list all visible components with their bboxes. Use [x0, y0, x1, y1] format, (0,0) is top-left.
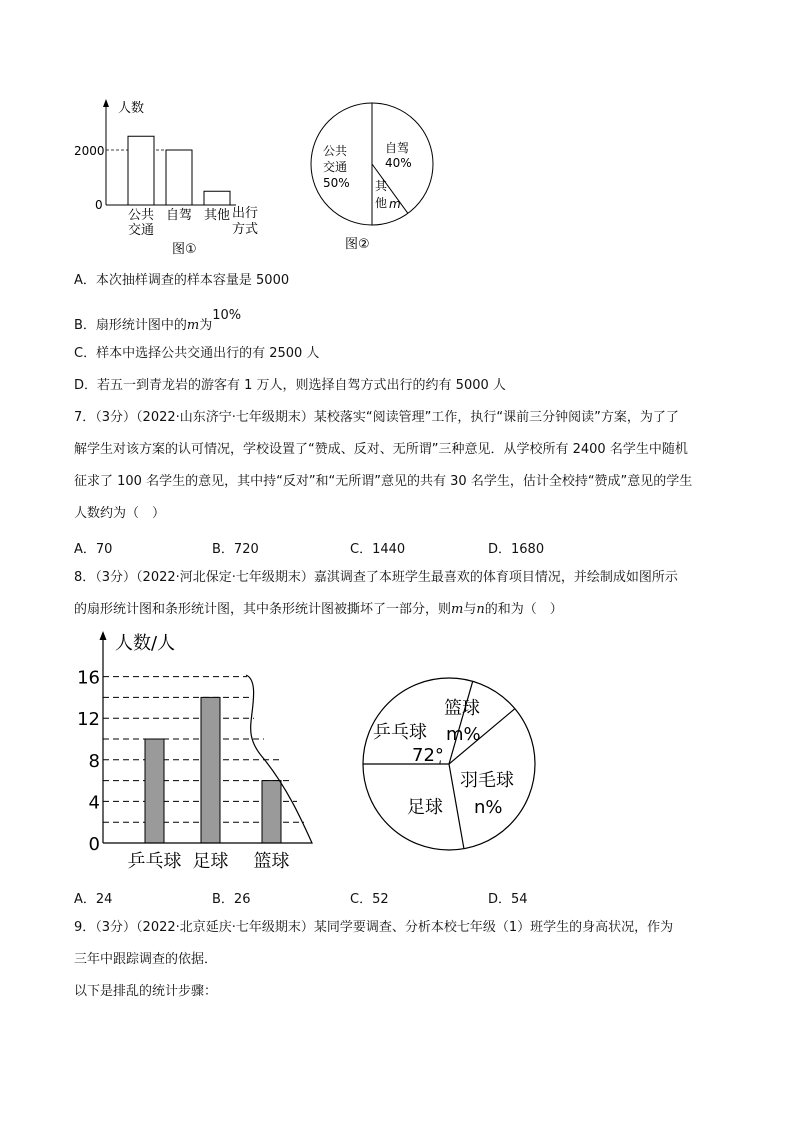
fig1-x-label-2: 方式 — [232, 222, 259, 237]
q8-pie-football: 足球 — [407, 797, 443, 818]
fig2-other-1: 其 — [375, 179, 388, 193]
q8-tick-0: 0 — [88, 834, 100, 855]
q6-option-b — [74, 308, 242, 336]
q8-bar-2 — [201, 697, 220, 843]
q6-option-a: A．本次抽样调查的样本容量是 5000 — [74, 273, 290, 288]
q8-pie-chart — [360, 668, 540, 868]
fig1-bar-1 — [128, 136, 154, 205]
fig2-other-2: 他 — [375, 196, 388, 210]
fig1-y-arrow — [103, 99, 109, 107]
q8-var-m: m — [451, 602, 464, 617]
fig1-x-label-1: 出行 — [232, 206, 259, 221]
fig1-caption: 图① — [172, 242, 197, 257]
q8-tick-16: 16 — [77, 667, 100, 689]
fig1-cat-label-2: 自驾 — [165, 208, 193, 223]
fig1-y-label: 人数 — [118, 101, 145, 116]
q8-option-a: A．24 — [74, 892, 113, 907]
q7-line-4: 人数约为（ ） — [74, 506, 166, 521]
fig1-bar-2 — [166, 150, 192, 205]
q8-pie-badminton-pct: n% — [474, 797, 503, 818]
q7-line-3: 征求了 100 名学生的意见，其中持“反对”和“无所谓”意见的共有 30 名学生，估计全校持“赞成”意见的学生 — [74, 474, 693, 489]
fig2-other-var: m — [389, 197, 401, 211]
figure1-bar-chart — [70, 95, 290, 260]
q7-line-2: 解学生对该方案的认可情况，学校设置了“赞成、反对、无所谓”三种意见．从学校所有 2400 名学生中随机 — [74, 442, 688, 457]
q8-y-arrow — [100, 631, 107, 640]
q8-pie-pingpong: 乒乓球 — [373, 722, 427, 743]
q8-option-c: C．52 — [350, 892, 389, 907]
q7-option-b: B．720 — [212, 542, 259, 557]
q8-var-n: n — [476, 602, 485, 617]
q8-cat-label-3: 篮球 — [253, 851, 290, 872]
q9-line-2: 三年中跟踪调查的依据． — [74, 952, 218, 967]
q8-line-2-b: 与 — [463, 602, 477, 617]
q7-option-c: C．1440 — [350, 542, 406, 557]
q6-option-c: C．样本中选择公共交通出行的有 2500 人 — [74, 346, 320, 361]
fig2-public-pct: 50% — [323, 176, 350, 190]
q8-tick-12: 12 — [77, 709, 100, 731]
q7-option-a: A．70 — [74, 542, 113, 557]
q8-bar-chart — [70, 625, 330, 875]
q6-option-b-sup: 10% — [212, 308, 242, 323]
q6-option-b-var: m — [186, 318, 200, 333]
fig2-caption: 图② — [345, 237, 370, 252]
q8-cat-label-2: 足球 — [192, 851, 229, 872]
q8-option-d: D．54 — [488, 892, 528, 907]
q8-line-2-a: 的扇形统计图和条形统计图，其中条形统计图被撕坏了一部分，则 — [74, 602, 452, 617]
fig1-tick-2000: 2000 — [74, 144, 105, 158]
q9-line-1: 9．（3分）（2022·北京延庆·七年级期末）某同学要调查、分析本校七年级（1）班学生的身高状况，作为 — [74, 920, 674, 935]
fig2-public-1: 公共 — [323, 144, 348, 158]
q8-tick-8: 8 — [88, 750, 100, 772]
q8-pie-divider-2 — [449, 681, 473, 764]
fig1-cat-label-1-b: 交通 — [127, 223, 155, 238]
q8-cat-label-1: 乒乓球 — [127, 851, 182, 872]
fig1-bar-3 — [204, 191, 230, 205]
fig1-cat-label-3: 其他 — [203, 208, 231, 223]
q6-option-b-prefix: B．扇形统计图中的 — [74, 318, 187, 333]
fig2-self-label: 自驾 — [385, 141, 410, 155]
q8-line-1: 8．（3分）（2022·河北保定·七年级期末）嘉淇调查了本班学生最喜欢的体育项目情况，并绘制成如图所示 — [74, 570, 678, 585]
q8-bar-1 — [145, 739, 164, 843]
q8-y-label: 人数/人 — [115, 633, 176, 654]
q9-line-3: 以下是排乱的统计步骤： — [74, 984, 218, 999]
q8-pie-badminton: 羽毛球 — [460, 770, 514, 791]
q7-line-1: 7．（3分）（2022·山东济宁·七年级期末）某校落实“阅读管理”工作，执行“课前三分钟阅读”方案，为了了 — [74, 410, 679, 425]
q6-option-b-mid: 为 — [199, 318, 213, 333]
fig2-self-pct: 40% — [385, 156, 412, 170]
q8-tick-4: 4 — [88, 792, 100, 814]
q8-bar-3 — [262, 781, 281, 843]
q8-line-2 — [74, 600, 563, 620]
q6-option-d: D．若五一到青龙岩的游客有 1 万人，则选择自驾方式出行的约有 5000 人 — [74, 378, 506, 393]
q7-option-d: D．1680 — [488, 542, 545, 557]
q8-option-b: B．26 — [212, 892, 251, 907]
fig1-cat-label-1: 公共 — [127, 208, 155, 223]
fig1-origin: 0 — [95, 198, 103, 212]
q8-pie-angle: 72° — [412, 745, 444, 766]
q8-line-2-c: 的和为（ ） — [484, 602, 563, 617]
fig2-public-2: 交通 — [323, 160, 348, 174]
q8-pie-basketball: 篮球 — [444, 698, 480, 719]
figure2-pie-chart — [305, 100, 445, 260]
q8-pie-basketball-pct: m% — [446, 724, 481, 745]
